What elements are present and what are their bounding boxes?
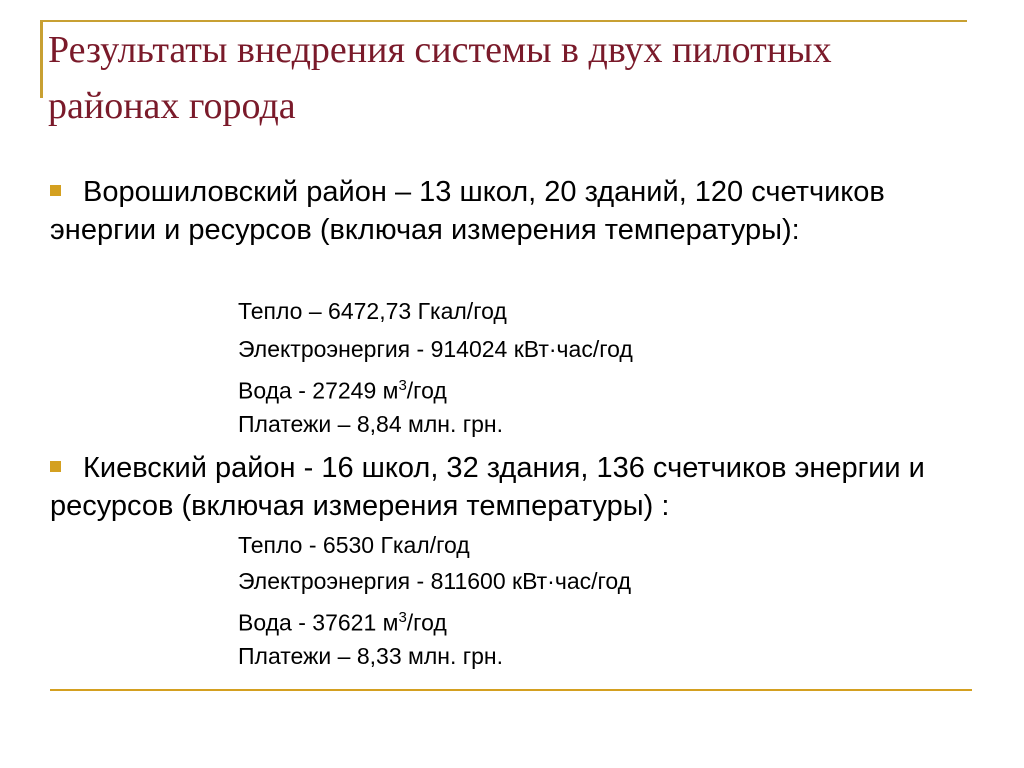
water-unit-exponent: 3 — [398, 377, 407, 394]
bullet-voroshilovsky — [50, 173, 970, 249]
stat-payments: Платежи – 8,84 млн. грн. — [238, 411, 503, 437]
water-unit-suffix: /год — [406, 609, 447, 636]
bullet-square-icon — [50, 461, 61, 472]
bullet-kievsky — [50, 449, 970, 525]
water-value: Вода - 27249 м — [238, 377, 399, 404]
stat-heat: Тепло – 6472,73 Гкал/год — [238, 298, 507, 324]
stat-water — [238, 604, 447, 637]
bullet-text: Ворошиловский район – 13 школ, 20 зданий, 120 счетчиков энергии и ресурсов (включая измерения температуры): — [50, 176, 885, 246]
stat-electricity: Электроэнергия - 914024 кВт·час/год — [238, 336, 633, 362]
stat-payments: Платежи – 8,33 млн. грн. — [238, 643, 503, 669]
bottom-divider — [50, 689, 972, 691]
water-unit-exponent: 3 — [398, 609, 407, 626]
bullet-text: Киевский район - 16 школ, 32 здания, 136 счетчиков энергии и ресурсов (включая измерения температуры) : — [50, 452, 925, 522]
stat-heat: Тепло - 6530 Гкал/год — [238, 532, 470, 558]
bullet-square-icon — [50, 185, 61, 196]
slide-title: Результаты внедрения системы в двух пилотных районах города — [48, 29, 832, 127]
stat-water — [238, 372, 447, 405]
water-value: Вода - 37621 м — [238, 609, 399, 636]
water-unit-suffix: /год — [406, 377, 447, 404]
stat-electricity: Электроэнергия - 811600 кВт·час/год — [238, 568, 632, 594]
